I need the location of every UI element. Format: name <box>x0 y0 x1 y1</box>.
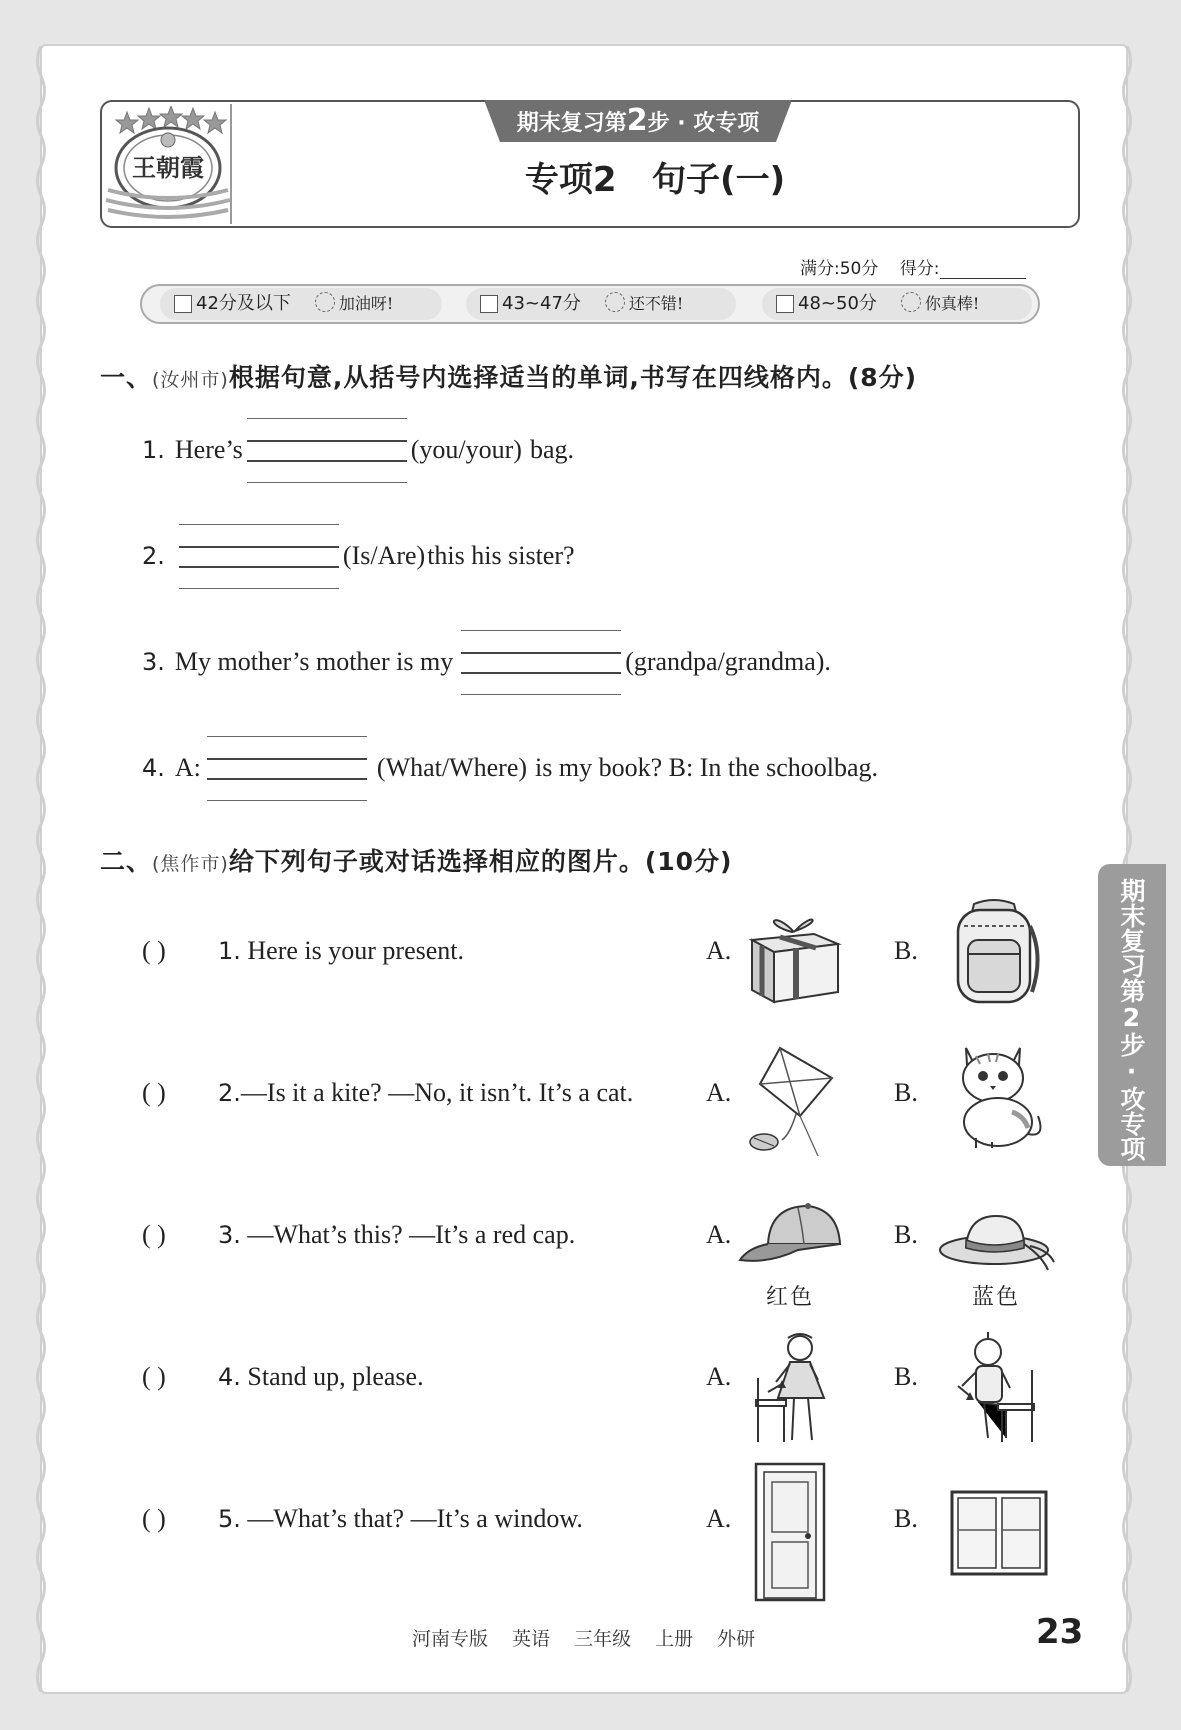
header-tab-label <box>484 102 792 140</box>
option-b-label: B. <box>894 1220 918 1249</box>
part2-city: (焦作市) <box>152 853 229 875</box>
cat-icon[interactable] <box>946 1038 1050 1150</box>
boy-sitting-down-icon[interactable] <box>948 1330 1044 1446</box>
smiley-face-icon <box>901 292 921 312</box>
answer-paren[interactable]: ( ) <box>142 1362 166 1391</box>
rating-checkbox[interactable] <box>480 295 498 313</box>
answer-paren[interactable]: ( ) <box>142 936 166 965</box>
item-text-after: bag. <box>529 435 575 464</box>
four-line-answer-field[interactable] <box>207 736 367 800</box>
gift-box-icon[interactable] <box>744 910 844 1006</box>
part2-heading <box>100 842 733 878</box>
part2-number: 二、 <box>100 847 153 876</box>
item-number: 3. <box>218 1221 241 1249</box>
score-label: 得分: <box>899 259 940 279</box>
option-a-label: A. <box>706 1504 732 1533</box>
score-line <box>800 254 1026 279</box>
item-number: 1. <box>142 436 165 464</box>
rating-range: 43~47分 <box>502 293 581 314</box>
rating-segment-low <box>160 288 442 320</box>
item-number: 4. <box>218 1363 241 1391</box>
option-b-label: B. <box>894 1504 918 1533</box>
item-text: —What’s that? —It’s a window. <box>247 1504 583 1533</box>
part1-number: 一、 <box>100 363 153 392</box>
option-a-label: A. <box>706 1078 732 1107</box>
item-text: —Is it a kite? —No, it isn’t. It’s a cat. <box>240 1078 634 1107</box>
part2-item-2 <box>142 1078 633 1108</box>
rating-segment-high <box>762 288 1032 320</box>
answer-paren[interactable]: ( ) <box>142 1504 166 1533</box>
item-text: —What’s this? —It’s a red cap. <box>247 1220 576 1249</box>
kite-icon[interactable] <box>740 1044 840 1160</box>
answer-paren[interactable]: ( ) <box>142 1220 166 1249</box>
option-a-label: A. <box>706 1362 732 1391</box>
part1-city: (汝州市) <box>152 369 229 391</box>
part1-item-3 <box>142 632 831 692</box>
red-color-caption: 红色 <box>766 1285 815 1310</box>
smiley-face-icon <box>315 292 335 312</box>
header-tab-step: 2 <box>626 103 648 138</box>
item-options: (grandpa/grandma). <box>625 647 831 676</box>
four-line-answer-field[interactable] <box>461 630 621 694</box>
girl-standing-up-icon[interactable] <box>752 1330 842 1446</box>
item-number: 3. <box>142 648 165 676</box>
part1-item-4 <box>142 738 878 798</box>
part1-item-2 <box>142 526 575 586</box>
header-tab-suffix: 步 · 攻专项 <box>647 111 760 136</box>
item-options: (What/Where) <box>376 753 528 782</box>
item-text-before: My mother’s mother is my <box>174 647 454 676</box>
item-number: 2. <box>142 542 165 570</box>
part1-heading <box>100 358 917 394</box>
wavy-border-left <box>34 46 48 1692</box>
option-a-label: A. <box>706 1220 732 1249</box>
schoolbag-icon[interactable] <box>944 896 1044 1008</box>
part2-instruction: 给下列句子或对话选择相应的图片。(10分) <box>228 847 733 876</box>
rating-checkbox[interactable] <box>776 295 794 313</box>
logo-text: 王朝霞 <box>132 153 204 182</box>
window-icon[interactable] <box>950 1490 1048 1576</box>
rating-cheer: 还不错! <box>628 294 684 313</box>
item-number: 2. <box>218 1079 241 1107</box>
page-number: 23 <box>1036 1612 1084 1652</box>
side-tab-label: 期末复习第2步·攻专项 <box>1117 878 1146 1161</box>
item-text-after: is my book? B: In the schoolbag. <box>535 753 879 782</box>
rating-checkbox[interactable] <box>174 295 192 313</box>
part1-item-1 <box>142 420 574 480</box>
rating-cheer: 加油呀! <box>338 294 394 313</box>
page-title: 专项2 句子(一) <box>524 160 786 200</box>
item-text: Here is your present. <box>247 936 465 965</box>
item-options: (you/your) <box>410 435 522 464</box>
full-score: 满分:50分 <box>800 259 879 279</box>
answer-paren[interactable]: ( ) <box>142 1078 166 1107</box>
rating-range: 48~50分 <box>798 293 877 314</box>
item-number: 1. <box>218 937 241 965</box>
rating-range: 42分及以下 <box>196 293 291 314</box>
cap-icon[interactable] <box>738 1200 846 1272</box>
item-text-before: Here’s <box>174 435 243 464</box>
option-a-label: A. <box>706 936 732 965</box>
four-line-answer-field[interactable] <box>247 418 407 482</box>
option-b-label: B. <box>894 936 918 965</box>
brand-logo <box>104 106 232 222</box>
smiley-face-icon <box>605 292 625 312</box>
part2-item-1 <box>142 936 464 966</box>
rating-cheer: 你真棒! <box>924 294 980 313</box>
side-tab-text <box>1108 878 1154 1161</box>
part1-instruction: 根据句意,从括号内选择适当的单词,书写在四线格内。(8分) <box>228 363 918 392</box>
score-blank[interactable] <box>940 260 1026 279</box>
item-number: 5. <box>218 1505 241 1533</box>
four-line-answer-field[interactable] <box>179 524 339 588</box>
blue-color-caption: 蓝色 <box>972 1285 1021 1310</box>
part2-item-3 <box>142 1220 575 1250</box>
item-options: (Is/Are) <box>342 541 426 570</box>
sun-hat-icon[interactable] <box>938 1210 1058 1276</box>
item-text-before: A: <box>174 753 201 782</box>
option-b-label: B. <box>894 1078 918 1107</box>
header-tab-prefix: 期末复习第 <box>516 111 627 136</box>
door-icon[interactable] <box>752 1462 828 1602</box>
part2-item-4 <box>142 1362 424 1392</box>
part2-item-5 <box>142 1504 583 1534</box>
rating-segment-mid <box>466 288 736 320</box>
item-text: Stand up, please. <box>247 1362 424 1391</box>
footer-info: 河南专版 英语 三年级 上册 外研 <box>412 1628 756 1650</box>
item-text-after: this his sister? <box>427 541 575 570</box>
option-b-label: B. <box>894 1362 918 1391</box>
item-number: 4. <box>142 754 165 782</box>
